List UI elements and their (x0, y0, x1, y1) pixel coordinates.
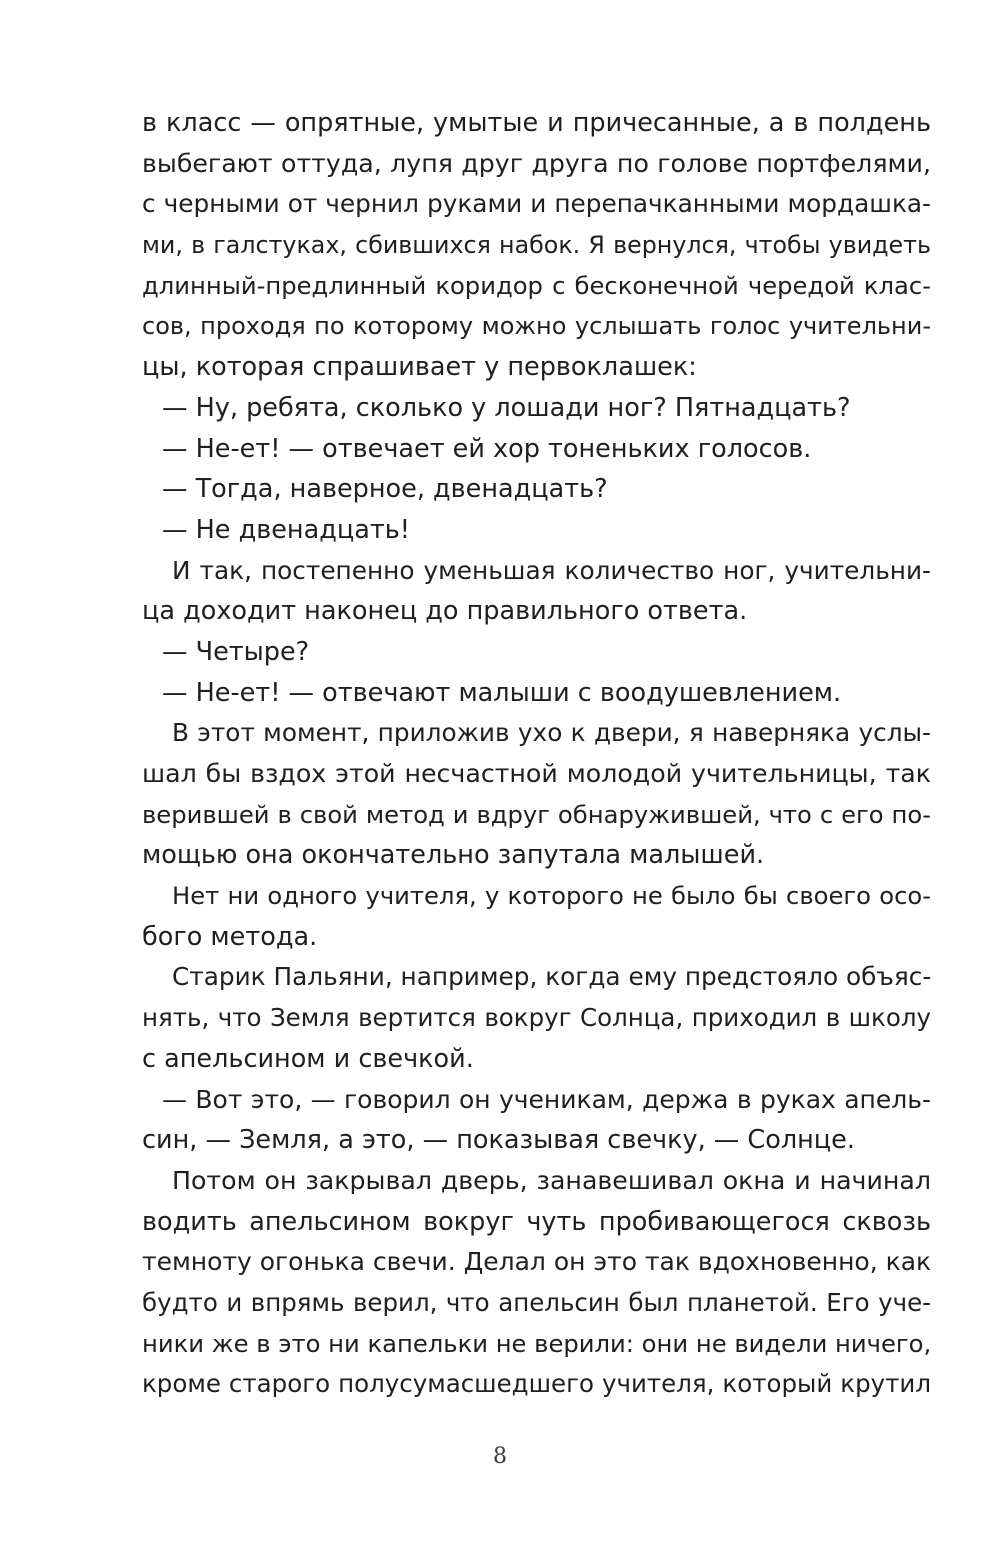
text-line: сов, проходя по которому можно услышать голос учительни- (142, 312, 931, 341)
dialogue-line: — Не-ет! — отвечает ей хор тоненьких голосов. (162, 433, 812, 464)
text-line: шал бы вздох этой несчастной молодой учительницы, так (142, 759, 931, 788)
dialogue-line: — Ну, ребята, сколько у лошади ног? Пятнадцать? (162, 392, 851, 423)
text-line: с черными от чернил руками и перепачканными мордашка- (142, 189, 931, 219)
dialogue-line: — Не двенадцать! (162, 514, 410, 545)
text-line: бого метода. (142, 921, 318, 952)
dialogue-line: — Вот это, — говорил он ученикам, держа в руках апель- (162, 1084, 931, 1114)
text-line: водить апельсином вокруг чуть пробивающегося сквозь (142, 1206, 931, 1237)
text-line: Потом он закрывал дверь, занавешивал окна и начинал (172, 1165, 931, 1195)
text-line: Нет ни одного учителя, у которого не было бы своего осо- (172, 881, 931, 911)
text-line: длинный-предлинный коридор с бесконечной чередой клас- (142, 270, 931, 300)
text-line: ники же в это ни капельки не верили: они не видели ничего, (142, 1328, 932, 1358)
text-line: верившей в свой метод и вдруг обнаружившей, что с его по- (142, 799, 931, 829)
text-line: мощью она окончательно запутала малышей. (142, 840, 765, 871)
text-line: цы, которая спрашивает у первоклашек: (142, 352, 697, 383)
text-line: в класс — опрятные, умытые и причесанные, а в полдень (142, 108, 931, 138)
text-line: с апельсином и свечкой. (142, 1043, 474, 1074)
text-line: кроме старого полусумасшедшего учителя, который крутил (142, 1369, 931, 1399)
text-line: син, — Земля, а это, — показывая свечку, — Солнце. (142, 1125, 855, 1156)
text-line: будто и впрямь верил, что апельсин был планетой. Его уче- (142, 1287, 931, 1317)
page-number: 8 (493, 1444, 507, 1469)
dialogue-line: — Четыре? (162, 636, 310, 667)
text-line: нять, что Земля вертится вокруг Солнца, приходил в школу (142, 1003, 931, 1033)
text-line: выбегают оттуда, лупя друг друга по голове портфелями, (142, 148, 931, 178)
text-line: Старик Пальяни, например, когда ему предстояло объяс- (172, 962, 932, 992)
dialogue-line: — Не-ет! — отвечают малыши с воодушевлением. (162, 677, 842, 708)
text-line: ми, в галстуках, сбившихся набок. Я вернулся, чтобы увидеть (142, 231, 931, 260)
text-line: ца доходит наконец до правильного ответа. (142, 596, 748, 627)
text-line: темноту огонька свечи. Делал он это так вдохновенно, как (142, 1247, 932, 1277)
text-line: И так, постепенно уменьшая количество ног, учительни- (172, 555, 931, 585)
text-line: В этот момент, приложив ухо к двери, я наверняка услы- (172, 718, 931, 748)
dialogue-line: — Тогда, наверное, двенадцать? (162, 474, 608, 505)
page-text (142, 103, 931, 1405)
